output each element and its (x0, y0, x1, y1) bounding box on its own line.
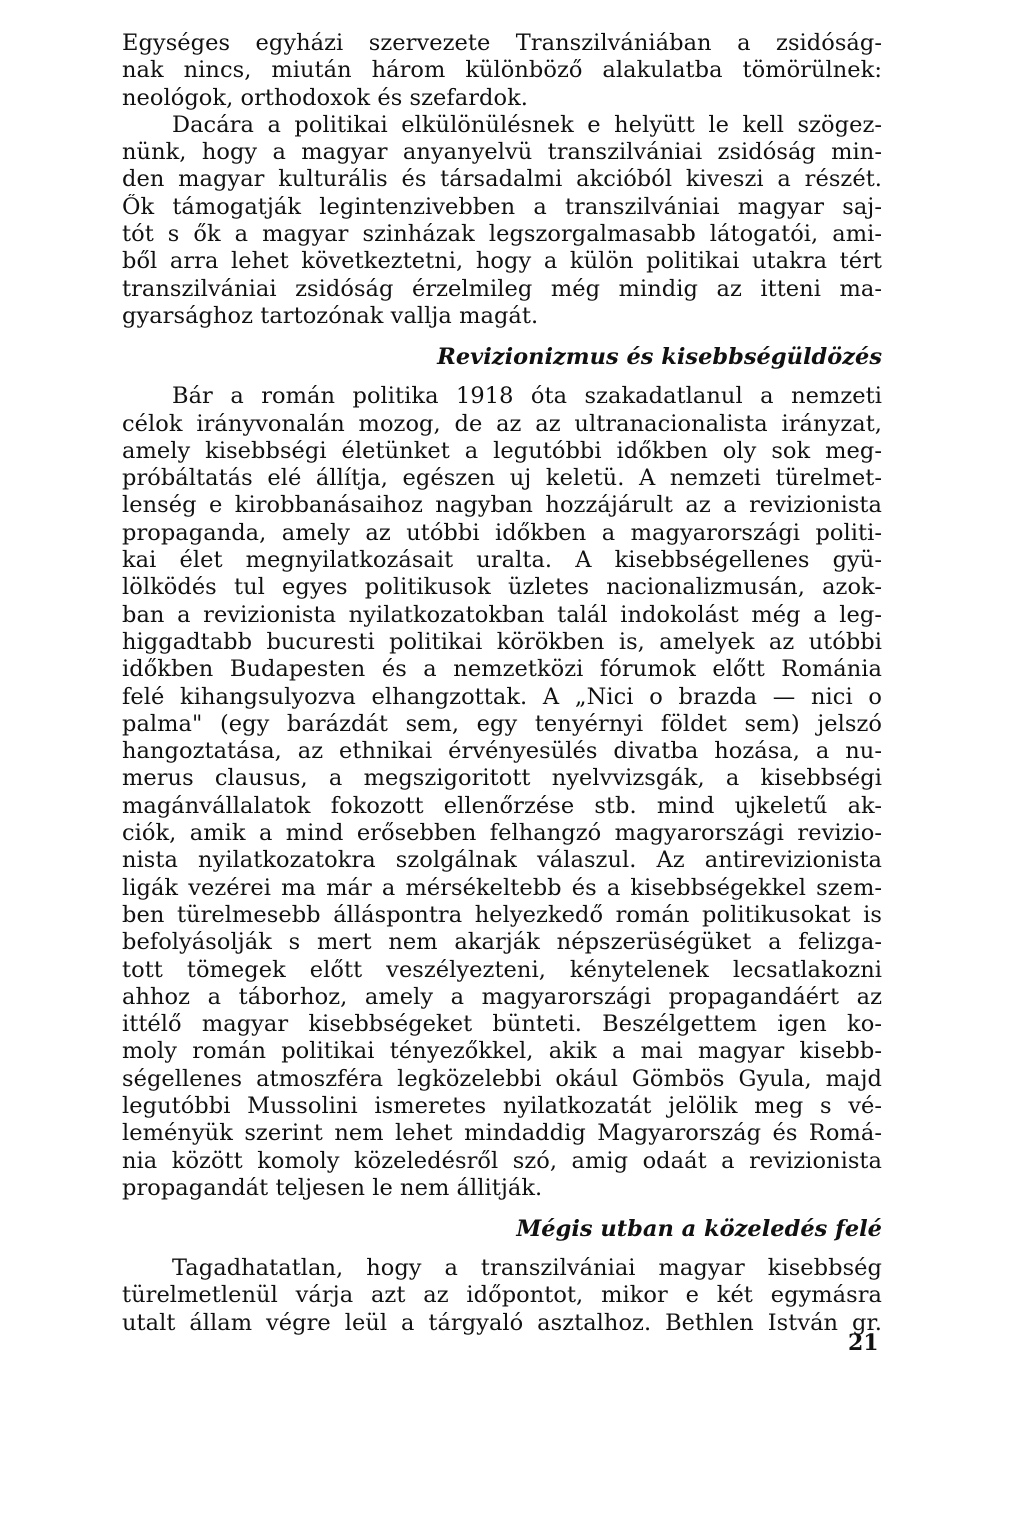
text-line: nia között komoly közeledésről szó, amig odaát a revizionista (122, 1147, 882, 1174)
text-line: merus clausus, a megszigoritott nyelvvizsgák, a kisebbségi (122, 765, 882, 792)
paragraph-1 (122, 30, 882, 112)
text-line: neológok, orthodoxok és szefardok. (122, 84, 528, 111)
paragraph-3 (122, 383, 882, 1202)
page-number: 21 (848, 1330, 879, 1356)
text-line: Ők támogatják legintenzivebben a transzilvániai magyar saj- (122, 193, 882, 220)
text-line: Tagadhatatlan, hogy a transzilvániai magyar kisebbség (172, 1255, 882, 1282)
text-line: ben türelmesebb álláspontra helyezkedő román politikusokat is (122, 901, 882, 928)
text-line: Bár a román politika 1918 óta szakadatlanul a nemzeti (172, 383, 882, 410)
text-line: lölködés tul egyes politikusok üzletes nacionalizmusán, azok- (122, 574, 882, 601)
text-line: befolyásolják s mert nem akarják népszerüségüket a felizga- (122, 929, 882, 956)
section-heading-kozeledes: Mégis utban a közeledés felé (516, 1216, 882, 1243)
text-line: tót s ők a magyar szinházak legszorgalmasabb látogatói, ami- (122, 221, 882, 248)
text-line: célok irányvonalán mozog, de az az ultranacionalista irányzat, (122, 410, 882, 437)
text-line: gyarsághoz tartozónak vallja magát. (122, 302, 539, 329)
text-line: nista nyilatkozatokra szolgálnak válaszul. Az antirevizionista (122, 847, 882, 874)
text-line: ciók, amik a mind erősebben felhangzó magyarországi revizio- (122, 820, 882, 847)
text-line: amely kisebbségi életünket a legutóbbi időkben oly sok meg- (122, 437, 882, 464)
text-line: legutóbbi Mussolini ismeretes nyilatkozatát jelölik meg s vé- (122, 1092, 882, 1119)
text-line: ban a revizionista nyilatkozatokban talál indokolást még a leg- (122, 601, 882, 628)
text-line: ségellenes atmoszféra legközelebbi okául Gömbös Gyula, majd (122, 1065, 882, 1092)
text-line: transzilvániai zsidóság érzelmileg még mindig az itteni ma- (122, 275, 882, 302)
text-line: palma" (egy barázdát sem, egy tenyérnyi földet sem) jelszó (122, 710, 882, 737)
text-line: próbáltatás elé állítja, egészen uj keletü. A nemzeti türelmet- (122, 465, 882, 492)
text-line: magánvállalatok fokozott ellenőrzése stb. mind ujkeletű ak- (122, 792, 882, 819)
text-line: hangoztatása, az ethnikai érvényesülés divatba hozása, a nu- (122, 738, 882, 765)
text-line: időkben Budapesten és a nemzetközi fórumok előtt Románia (122, 656, 882, 683)
text-line: felé kihangsulyozva elhangzottak. A „Nici o brazda — nici o (122, 683, 882, 710)
text-line: türelmetlenül várja azt az időpontot, mikor e két egymásra (122, 1282, 882, 1309)
section-heading-revizionizmus: Revizionizmus és kisebbségüldözés (437, 344, 882, 371)
text-line: Dacára a politikai elkülönülésnek e helyütt le kell szögez- (172, 111, 882, 138)
text-line: leményük szerint nem lehet mindaddig Magyarország és Romá- (122, 1120, 882, 1147)
paragraph-4 (122, 1255, 882, 1337)
text-line: ahhoz a táborhoz, amely a magyarországi propagandáért az (122, 983, 882, 1010)
text-line: ből arra lehet következtetni, hogy a külön politikai utakra tért (122, 248, 882, 275)
text-line: lenség e kirobbanásaihoz nagyban hozzájárult az a revizionista (122, 492, 882, 519)
text-line: Egységes egyházi szervezete Transzilvániában a zsidóság- (122, 30, 882, 56)
text-line: den magyar kulturális és társadalmi akcióból kiveszi a részét. (122, 166, 882, 193)
text-line: utalt állam végre leül a tárgyaló asztalhoz. Bethlen István gr. (122, 1309, 882, 1336)
text-line: moly román politikai tényezőkkel, akik a mai magyar kisebb- (122, 1038, 882, 1065)
text-line: propaganda, amely az utóbbi időkben a magyarországi politi- (122, 519, 882, 546)
text-line: ligák vezérei ma már a mérsékeltebb és a kisebbségekkel szem- (122, 874, 882, 901)
text-line: ittélő magyar kisebbségeket bünteti. Beszélgettem igen ko- (122, 1011, 882, 1038)
text-line: propagandát teljesen le nem állitják. (122, 1174, 543, 1201)
text-line: nünk, hogy a magyar anyanyelvü transzilvániai zsidóság min- (122, 139, 882, 166)
paragraph-2 (122, 112, 882, 330)
text-line: nak nincs, miután három különböző alakulatba tömörülnek: (122, 57, 882, 84)
page-body (122, 30, 882, 1337)
text-line: kai élet megnyilatkozásait uralta. A kisebbségellenes gyü- (122, 547, 882, 574)
text-line: higgadtabb bucuresti politikai körökben is, amelyek az utóbbi (122, 628, 882, 655)
text-line: tott tömegek előtt veszélyezteni, kénytelenek lecsatlakozni (122, 956, 882, 983)
